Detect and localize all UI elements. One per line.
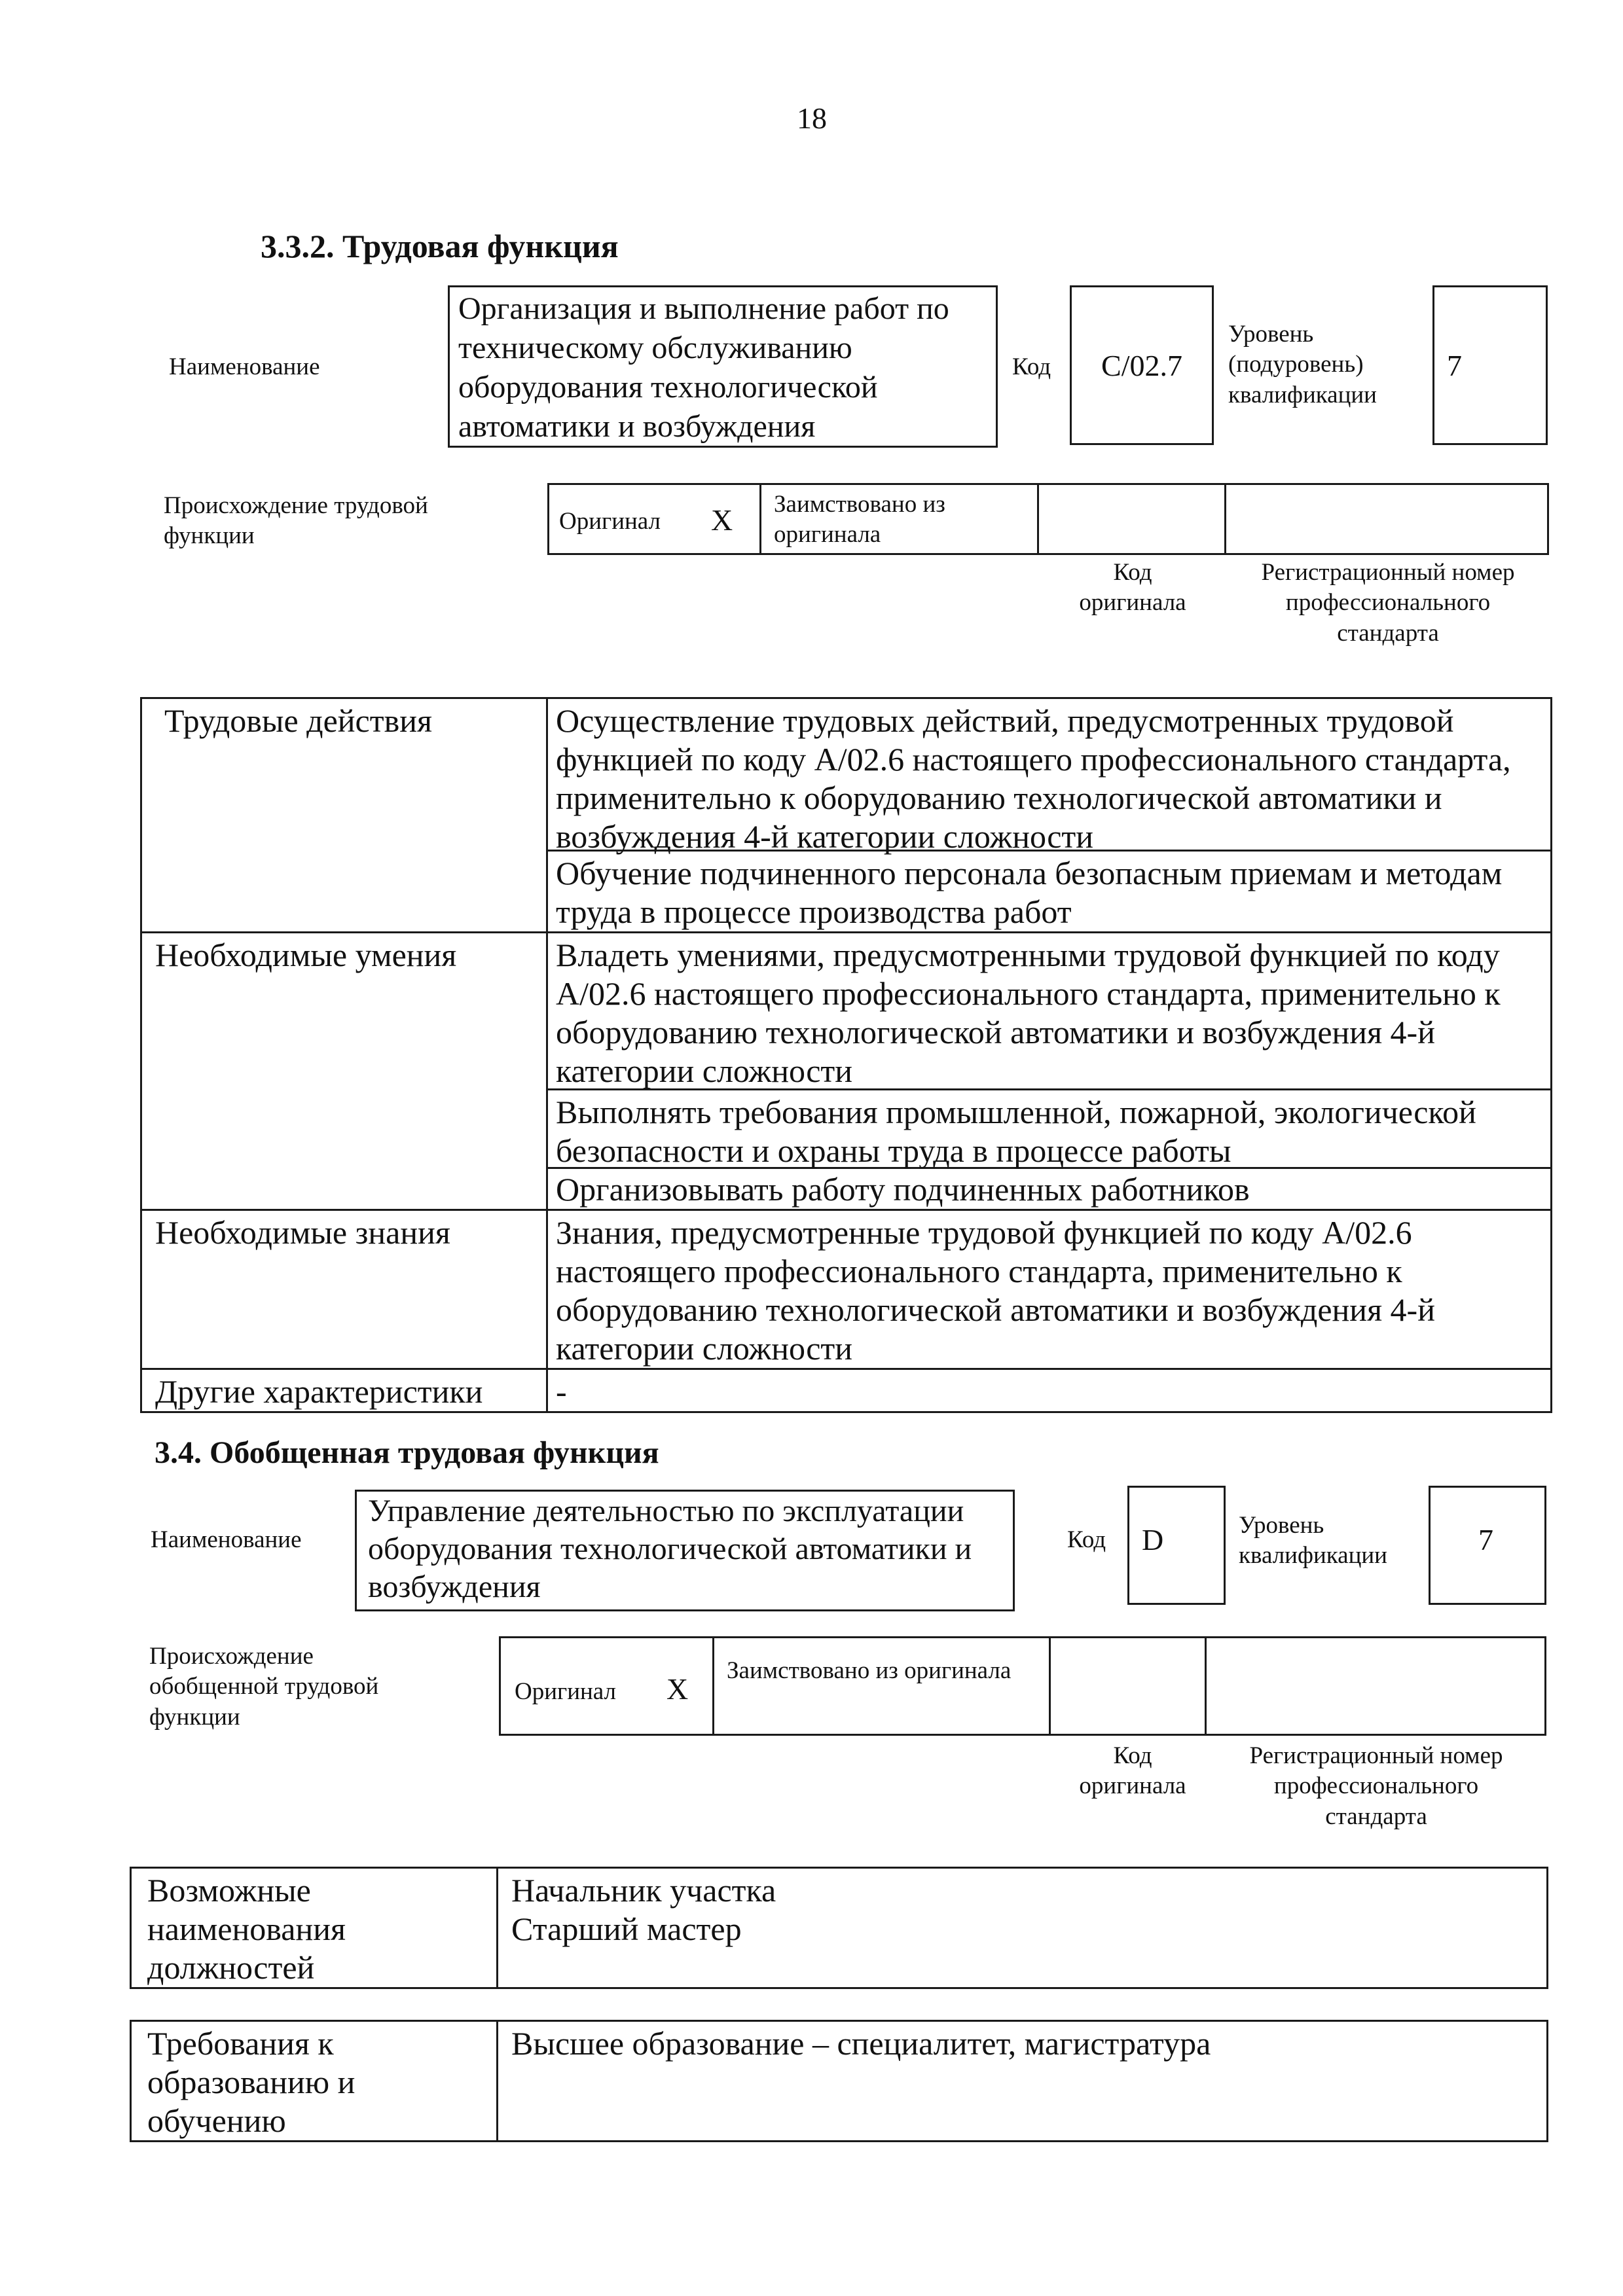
section-34-origin-label: Происхождение обобщенной трудовой функции <box>149 1643 379 1731</box>
section-332-heading: 3.3.2. Трудовая функция <box>261 228 619 264</box>
section-332-origin-reg-caption: Регистрационный номер профессионального стандарта <box>1261 559 1515 647</box>
section-34-origin-table <box>499 1636 1546 1736</box>
list-item: Организовывать работу подчиненных работников <box>556 1171 1250 1208</box>
section-34-origin-divider-1 <box>712 1636 714 1736</box>
positions-values <box>498 1868 1548 1988</box>
section-332-origin-original: Оригинал <box>559 508 661 535</box>
section-34-origin-mark: X <box>666 1672 689 1706</box>
list-item: Осуществление трудовых действий, предусмотренных трудовой функцией по коду A/02.6 настоящего профессионального стандарта, применительно к оборудованию технологической автоматики и возбуждения 4-й категории сложности <box>548 699 1550 852</box>
section-332-level-label: Уровень (подуровень) квалификации <box>1228 321 1377 408</box>
education-value: Высшее образование – специалитет, магистратура <box>498 2021 1548 2142</box>
section-34-origin-divider-2 <box>1049 1636 1051 1736</box>
row-values-knowledge <box>547 1210 1552 1369</box>
section-34-code-value: D <box>1142 1523 1164 1556</box>
section-34-origin-reg-caption: Регистрационный номер профессионального стандарта <box>1249 1742 1503 1830</box>
row-label-knowledge: Необходимые знания <box>141 1210 547 1369</box>
list-item: Старший мастер <box>511 1910 742 1947</box>
row-label-other: Другие характеристики <box>141 1369 547 1412</box>
section-34-name-label: Наименование <box>151 1526 302 1553</box>
page-number: 18 <box>797 101 827 135</box>
education-table <box>130 2020 1548 2142</box>
list-item: Начальник участка <box>511 1872 776 1909</box>
table-row <box>141 1210 1552 1369</box>
section-332-origin-label: Происхождение трудовой функции <box>164 492 428 550</box>
section-34-level-label: Уровень квалификации <box>1239 1512 1387 1570</box>
table-row <box>131 2021 1548 2142</box>
section-332-name-value: Организация и выполнение работ по техническому обслуживанию оборудования технологической автоматики и возбуждения <box>458 291 949 444</box>
section-34-heading: 3.4. Обобщенная трудовая функция <box>155 1435 659 1470</box>
section-34-origin-code-caption: Код оригинала <box>1079 1742 1186 1800</box>
table-row <box>141 1369 1552 1412</box>
list-item: - <box>556 1373 567 1410</box>
section-332-details-table <box>140 697 1552 1413</box>
section-34-code-label: Код <box>1067 1526 1106 1553</box>
section-34-origin-divider-3 <box>1205 1636 1207 1736</box>
section-332-origin-divider-2 <box>1037 483 1039 555</box>
positions-label: Возможные наименования должностей <box>131 1868 498 1988</box>
list-item: Владеть умениями, предусмотренными трудовой функцией по коду A/02.6 настоящего профессионального стандарта, применительно к оборудованию технологической автоматики и возбуждения 4-й категории сложности <box>548 933 1550 1090</box>
section-34-origin-borrowed: Заимствовано из оригинала <box>727 1657 1012 1684</box>
table-row <box>141 698 1552 933</box>
section-332-origin-borrowed: Заимствовано из оригинала <box>774 491 945 548</box>
section-332-origin-divider-1 <box>759 483 761 555</box>
row-values-skills <box>547 933 1552 1210</box>
table-row <box>131 1868 1548 1988</box>
section-34-name-value: Управление деятельностью по эксплуатации оборудования технологической автоматики и возбуждения <box>368 1494 972 1604</box>
section-332-origin-code-caption: Код оригинала <box>1079 559 1186 617</box>
section-34-level-value: 7 <box>1478 1523 1493 1556</box>
row-label-skills: Необходимые умения <box>141 933 547 1210</box>
list-item: Выполнять требования промышленной, пожарной, экологической безопасности и охраны труда в процессе работы <box>548 1090 1550 1169</box>
table-row <box>141 933 1552 1210</box>
section-332-code-value: C/02.7 <box>1101 349 1182 382</box>
section-332-origin-mark: X <box>711 503 733 537</box>
section-332-code-label: Код <box>1012 353 1051 380</box>
row-values-other <box>547 1369 1552 1412</box>
section-332-origin-table <box>547 483 1549 555</box>
list-item: Знания, предусмотренные трудовой функцией по коду A/02.6 настоящего профессионального стандарта, применительно к оборудованию технологической автоматики и возбуждения 4-й категории сложности <box>556 1214 1435 1367</box>
education-label: Требования к образованию и обучению <box>131 2021 498 2142</box>
section-332-origin-divider-3 <box>1224 483 1226 555</box>
section-332-level-value: 7 <box>1447 349 1462 382</box>
positions-table <box>130 1867 1548 1989</box>
row-values-labor-actions <box>547 698 1552 933</box>
section-34-origin-original: Оригинал <box>515 1678 617 1705</box>
row-label-labor-actions: Трудовые действия <box>141 698 547 933</box>
list-item: Обучение подчиненного персонала безопасным приемам и методам труда в процессе производства работ <box>556 855 1503 930</box>
section-332-name-label: Наименование <box>169 353 320 380</box>
